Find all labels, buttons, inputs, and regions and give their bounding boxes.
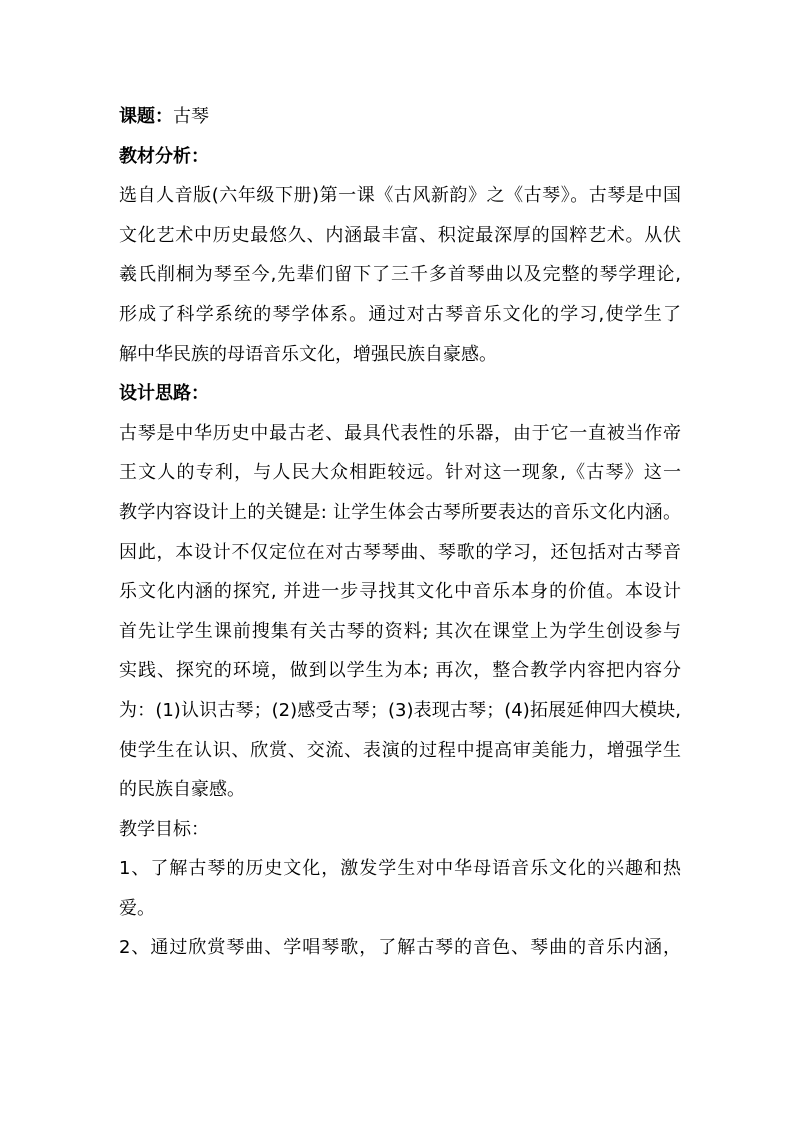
goal-line: 2、通过欣赏琴曲、学唱琴歌，了解古琴的音色、琴曲的音乐内涵，	[119, 937, 681, 959]
paragraph-line: 羲氏削桐为琴至今,先辈们留下了三千多首琴曲以及完整的琴学理论,	[119, 264, 681, 286]
paragraph-line: 因此，本设计不仅定位在对古琴琴曲、琴歌的学习，还包括对古琴音	[119, 541, 681, 563]
paragraph-line: 古琴是中华历史中最古老、最具代表性的乐器，由于它一直被当作帝	[119, 422, 681, 444]
design-ideas-heading: 设计思路：	[119, 383, 209, 405]
material-analysis-heading: 教材分析：	[119, 145, 209, 167]
document-body	[119, 97, 681, 968]
paragraph-line: 实践、探究的环境，做到以学生为本; 再次，整合教学内容把内容分	[119, 660, 681, 682]
goal-line: 爱。	[119, 897, 155, 919]
paragraph-line: 王文人的专利，与人民大众相距较远。针对这一现象,《古琴》这一	[119, 462, 681, 484]
lesson-title-line	[119, 97, 681, 137]
paragraph-line: 解中华民族的母语音乐文化，增强民族自豪感。	[119, 343, 497, 365]
lesson-title-value: 古琴	[173, 106, 209, 127]
paragraph-line: 首先让学生课前搜集有关古琴的资料; 其次在课堂上为学生创设参与	[119, 620, 681, 642]
paragraph-line: 教学内容设计上的关键是: 让学生体会古琴所要表达的音乐文化内涵。	[119, 501, 681, 523]
paragraph-line: 形成了科学系统的琴学体系。通过对古琴音乐文化的学习,使学生了	[119, 303, 681, 325]
lesson-title-label: 课题：	[119, 106, 173, 127]
goal-line: 1、了解古琴的历史文化，激发学生对中华母语音乐文化的兴趣和热	[119, 858, 681, 880]
paragraph-line: 文化艺术中历史最悠久、内涵最丰富、积淀最深厚的国粹艺术。从伏	[119, 224, 681, 246]
paragraph-line: 的民族自豪感。	[119, 779, 245, 801]
paragraph-line: 选自人音版(六年级下册)第一课《古风新韵》之《古琴》。古琴是中国	[119, 185, 681, 207]
paragraph-line: 为：(1)认识古琴；(2)感受古琴；(3)表现古琴；(4)拓展延伸四大模块,	[119, 699, 681, 721]
paragraph-line: 乐文化内涵的探究, 并进一步寻找其文化中音乐本身的价值。本设计	[119, 581, 681, 603]
paragraph-line: 使学生在认识、欣赏、交流、表演的过程中提高审美能力，增强学生	[119, 739, 681, 761]
teaching-goals-heading: 教学目标：	[119, 818, 209, 840]
